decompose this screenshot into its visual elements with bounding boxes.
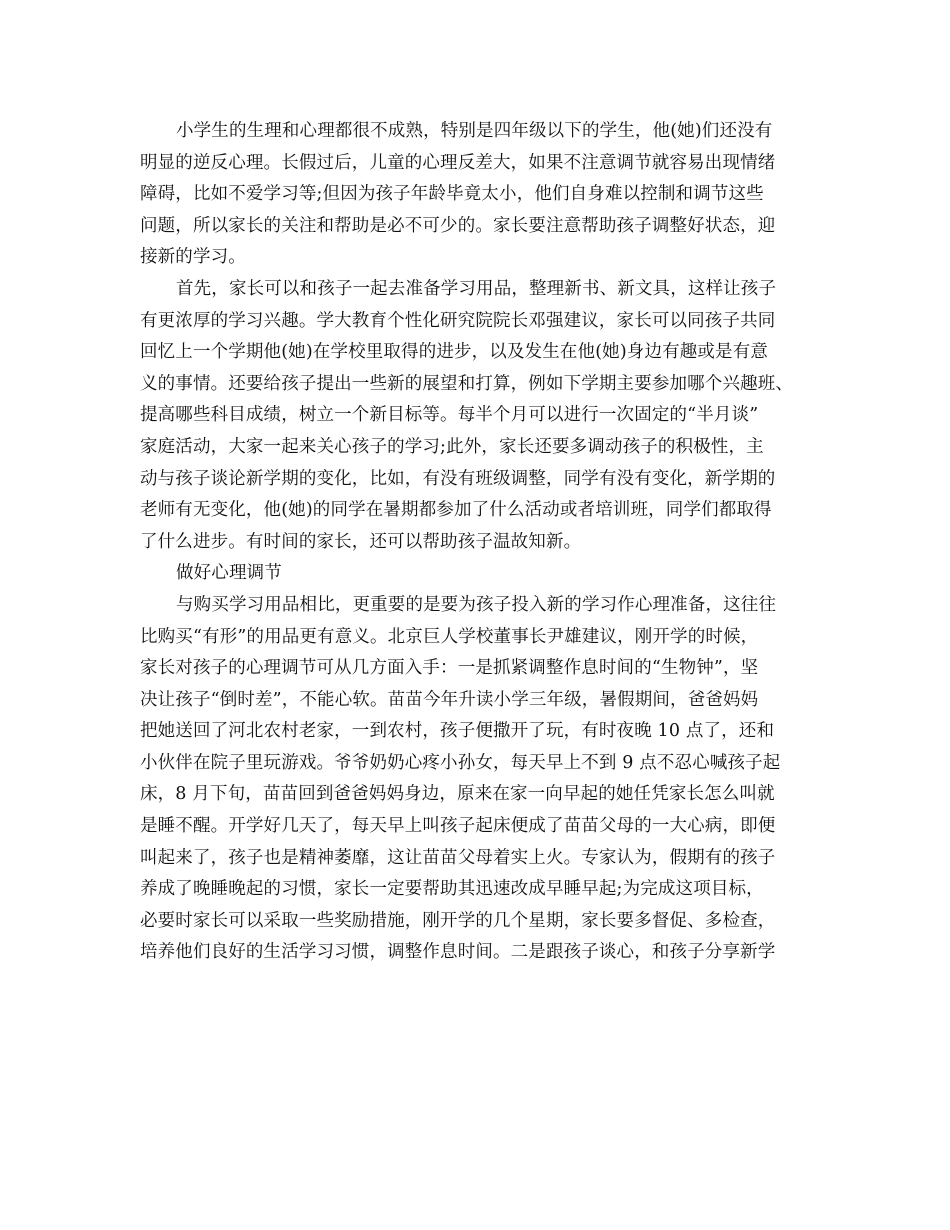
paragraph-line: 床，8 月下旬，苗苗回到爸爸妈妈身边，原来在家一向早起的她任凭家长怎么叫就 — [140, 784, 775, 805]
paragraph-line: 是睡不醒。开学好几天了，每天早上叫孩子起床便成了苗苗父母的一大心病，即便 — [140, 816, 776, 837]
paragraph-line: 决让孩子“倒时差”，不能心软。苗苗今年升读小学三年级，暑假期间，爸爸妈妈 — [140, 689, 759, 710]
paragraph-line: 比购买“有形”的用品更有意义。北京巨人学校董事长尹雄建议，刚开学的时候， — [140, 626, 759, 647]
paragraph-line: 首先，家长可以和孩子一起去准备学习用品，整理新书、新文具，这样让孩子 — [176, 278, 777, 299]
paragraph-line: 有更浓厚的学习兴趣。学大教育个性化研究院院长邓强建议，家长可以同孩子共同 — [140, 310, 776, 331]
paragraph-line: 家庭活动，大家一起来关心孩子的学习;此外，家长还要多调动孩子的积极性，主 — [140, 436, 764, 457]
paragraph-line: 叫起来了，孩子也是精神萎靡，这让苗苗父母着实上火。专家认为，假期有的孩子 — [140, 847, 776, 868]
paragraph-line: 小伙伴在院子里玩游戏。爷爷奶奶心疼小孙女，每天早上不到 9 点不忍心喊孩子起 — [140, 752, 781, 773]
paragraph-line: 动与孩子谈论新学期的变化，比如，有没有班级调整，同学有没有变化，新学期的 — [140, 468, 776, 489]
paragraph-line: 明显的逆反心理。长假过后，儿童的心理反差大，如果不注意调节就容易出现情绪 — [140, 152, 776, 173]
paragraph-line: 障碍，比如不爱学习等;但因为孩子年龄毕竟太小，他们自身难以控制和调节这些 — [140, 184, 764, 205]
paragraph-line: 接新的学习。 — [140, 247, 246, 268]
paragraph-line: 必要时家长可以采取一些奖励措施，刚开学的几个星期，家长要多督促、多检查， — [140, 910, 776, 931]
paragraph-line: 养成了晚睡晚起的习惯，家长一定要帮助其迅速改成早睡早起;为完成这项目标， — [140, 879, 764, 900]
section-heading: 做好心理调节 — [176, 563, 282, 584]
paragraph-line: 回忆上一个学期他(她)在学校里取得的进步，以及发生在他(她)身边有趣或是有意 — [140, 342, 769, 363]
paragraph-line: 培养他们良好的生活学习习惯，调整作息时间。二是跟孩子谈心，和孩子分享新学 — [140, 942, 776, 963]
paragraph-line: 与购买学习用品相比，更重要的是要为孩子投入新的学习作心理准备，这往往 — [176, 594, 777, 615]
paragraph-line: 了什么进步。有时间的家长，还可以帮助孩子温故知新。 — [140, 531, 582, 552]
paragraph-line: 把她送回了河北农村老家，一到农村，孩子便撒开了玩，有时夜晚 10 点了，还和 — [140, 721, 775, 742]
paragraph-line: 家长对孩子的心理调节可从几方面入手：一是抓紧调整作息时间的“生物钟”，坚 — [140, 658, 759, 679]
paragraph-line: 义的事情。还要给孩子提出一些新的展望和打算，例如下学期主要参加哪个兴趣班、 — [140, 373, 794, 394]
paragraph-line: 小学生的生理和心理都很不成熟，特别是四年级以下的学生，他(她)们还没有 — [176, 121, 773, 141]
paragraph-line: 老师有无变化，他(她)的同学在暑期都参加了什么活动或者培训班，同学们都取得 — [140, 500, 772, 521]
paragraph-line: 问题，所以家长的关注和帮助是必不可少的。家长要注意帮助孩子调整好状态，迎 — [140, 215, 776, 236]
paragraph-line: 提高哪些科目成绩，树立一个新目标等。每半个月可以进行一次固定的“半月谈” — [140, 405, 759, 426]
body-text — [140, 116, 830, 969]
